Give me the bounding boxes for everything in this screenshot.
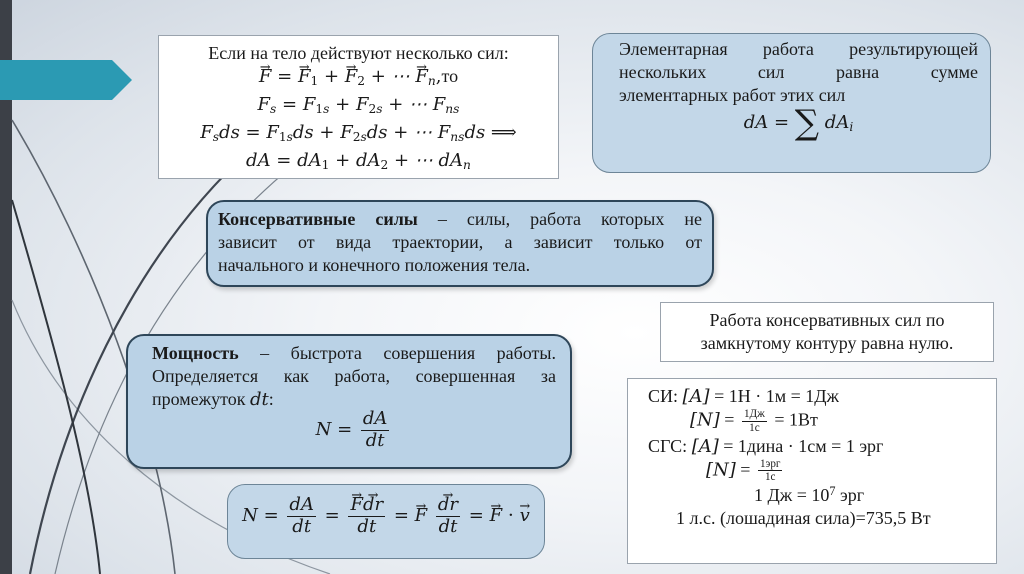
elementary-work-box: [592, 33, 991, 173]
conservative-line-2: зависит от вида траектории, а зависит только от: [218, 232, 702, 252]
closed-contour-box: [660, 302, 994, 362]
power-line-3: промежуток dt:: [152, 389, 274, 410]
conservative-forces-box: [206, 200, 714, 287]
closed-line-2: замкнутому контуру равна нулю.: [700, 333, 954, 353]
conservative-term: Консервативные силы: [218, 209, 418, 229]
power-formula-box: N = $\frac{dA}{dt}$ = → $\frac{F\to dr}{dt}$ = → F → $\frac{dr}{dt}$ = → F ⋅ → v: [227, 484, 545, 559]
closed-line-1: Работа консервативных сил по: [709, 310, 945, 330]
elementary-line-2: нескольких сил равна сумме: [619, 62, 978, 82]
formula-projection-sum: $F_s = F_{1s} + F_{2s}$ + ⋯ $F_{ns}$: [257, 94, 460, 117]
elementary-line-1: Элементарная работа результирующей: [619, 39, 978, 59]
power-line-1: Мощность – быстрота совершения работы.: [152, 343, 556, 363]
formula-work-sum: $F_sds = F_{1s}ds + F_{2s}ds$ + ⋯ $F_{ns}ds$ ⟹: [200, 122, 517, 145]
si-power-units: [N] = $\frac{1Дж}{1с}$ = 1Вт: [690, 408, 818, 434]
formula-resultant-force: → F = → $F_1$ + → $F_2$ + ⋯ → $F_n,то$: [167, 65, 550, 93]
units-box: [627, 378, 997, 564]
force-sum-box: [158, 35, 559, 179]
power-term: Мощность: [152, 343, 239, 363]
horsepower-relation: 1 л.с. (лошадиная сила)=735,5 Вт: [676, 508, 931, 529]
force-sum-intro: Если на тело действуют несколько сил:: [208, 43, 509, 63]
cgs-work-units: СГС: [A] = 1дина · 1см = 1 эрг: [648, 435, 884, 457]
formula-to-word: то: [441, 66, 459, 86]
power-line-2: Определяется как работа, совершенная за: [152, 366, 556, 386]
cgs-power-units: [N] = $\frac{\text{1эрг}}{1с}$: [706, 457, 781, 484]
formula-da-total: dA = ∑ $dA_i$: [743, 103, 854, 143]
power-box: [126, 334, 572, 469]
formula-power-definition: N = $\frac{dA}{dt}$: [315, 408, 388, 451]
formula-da-sum: dA = $dA_1 + dA_2$ + ⋯ $dA_n$: [246, 150, 471, 173]
conservative-line-3: начального и конечного положения тела.: [218, 255, 531, 275]
conservative-line-1: Консервативные силы – силы, работа которых не: [218, 209, 702, 229]
joule-erg-relation: 1 Дж = $10^7$ эрг: [754, 484, 865, 506]
accent-arrow-tab: [0, 60, 132, 100]
elementary-line-3: элементарных работ этих сил: [619, 85, 846, 105]
si-work-units: СИ: [A] = 1Н · 1м = 1Дж: [648, 386, 839, 407]
